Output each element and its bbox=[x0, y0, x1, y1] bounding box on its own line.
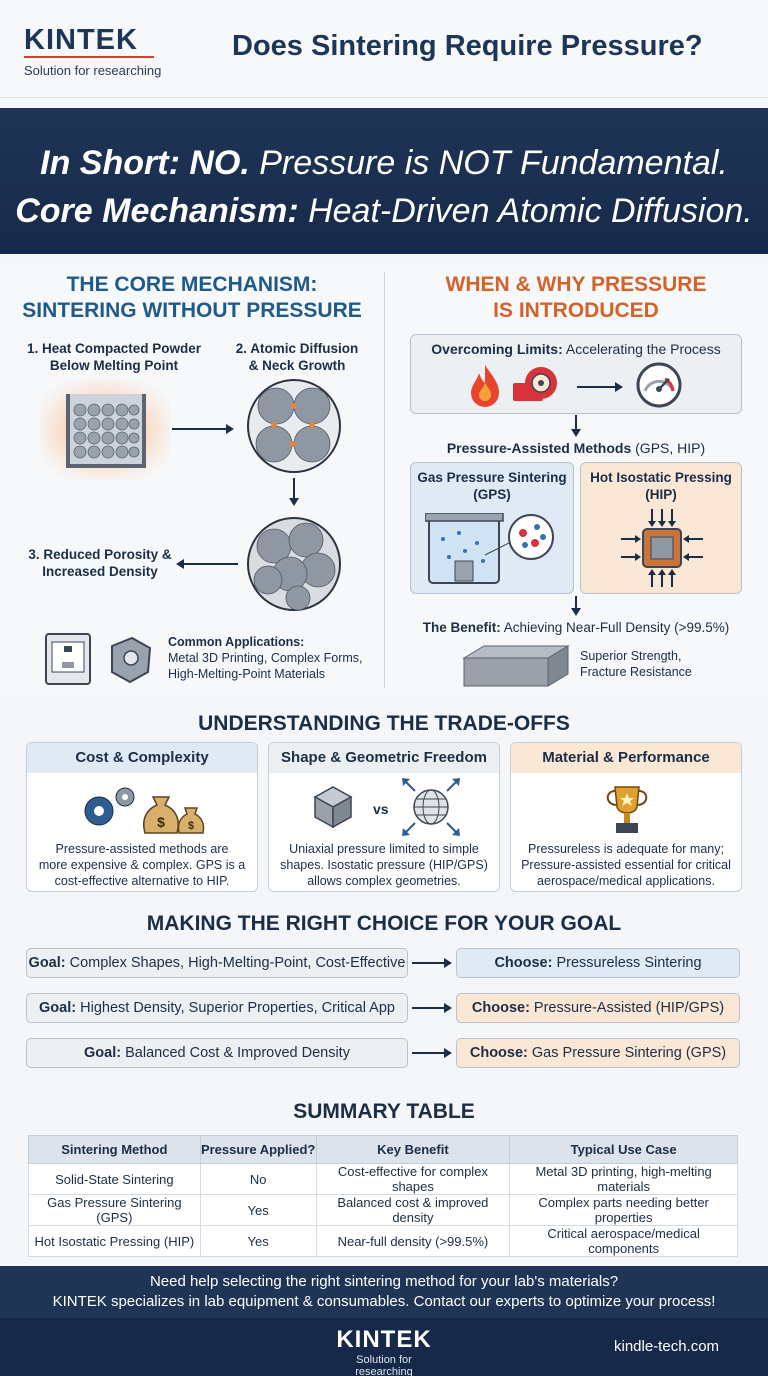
summary-banner bbox=[0, 108, 768, 254]
summary-table bbox=[28, 1135, 738, 1257]
tradeoff-card-title: Shape & Geometric Freedom bbox=[269, 743, 499, 773]
step-2-label: 2. Atomic Diffusion & Neck Growth bbox=[235, 341, 359, 373]
table-header-cell: Key Benefit bbox=[316, 1136, 510, 1164]
gps-card bbox=[410, 462, 574, 594]
complex-part-icon bbox=[102, 632, 158, 686]
table-header-cell: Pressure Applied? bbox=[200, 1136, 316, 1164]
table-cell: Balanced cost & improved density bbox=[316, 1195, 510, 1226]
vs-label: vs bbox=[373, 801, 389, 817]
arrow-step1-to-2 bbox=[172, 428, 232, 430]
flame-icon bbox=[467, 363, 503, 407]
heated-powder-crucible-icon bbox=[40, 380, 170, 480]
table-cell: Yes bbox=[200, 1226, 316, 1257]
tradeoff-card-text: Pressure-assisted methods are more expensive & complex. GPS is a cost-effective alternative to HIP. bbox=[38, 842, 246, 888]
overcoming-limits-box bbox=[410, 334, 742, 414]
table-header-cell: Sintering Method bbox=[29, 1136, 201, 1164]
arrow-methods-to-benefit bbox=[575, 596, 577, 614]
goal-arrow-3 bbox=[412, 1052, 450, 1054]
gps-title: Gas Pressure Sintering (GPS) bbox=[417, 470, 567, 502]
core-mechanism-heading: THE CORE MECHANISM: SINTERING WITHOUT PRESSURE bbox=[22, 273, 362, 322]
hip-title: Hot Isostatic Pressing (HIP) bbox=[590, 470, 732, 502]
arrow-limits-to-methods bbox=[575, 415, 577, 435]
table-row bbox=[29, 1226, 738, 1257]
gps-chamber-icon bbox=[425, 513, 561, 591]
summary-table-title: SUMMARY TABLE bbox=[293, 1100, 475, 1123]
goal-pill-2: Goal: Highest Density, Superior Properties, Critical App bbox=[26, 993, 408, 1023]
footer-website-link[interactable]: kindle-tech.com bbox=[614, 1338, 720, 1355]
choice-title: MAKING THE RIGHT CHOICE FOR YOUR GOAL bbox=[146, 912, 622, 935]
dense-block-icon bbox=[462, 644, 570, 688]
table-cell: Critical aerospace/medical components bbox=[510, 1226, 738, 1257]
logo-wordmark: KINTEK bbox=[24, 24, 138, 56]
trophy-icon bbox=[601, 783, 653, 837]
table-cell: No bbox=[200, 1164, 316, 1195]
banner-line-2: Core Mechanism: Heat-Driven Atomic Diffusion. bbox=[15, 192, 753, 230]
table-row bbox=[29, 1195, 738, 1226]
table-cell: Solid-State Sintering bbox=[29, 1164, 201, 1195]
table-cell: Metal 3D printing, high-melting materials bbox=[510, 1164, 738, 1195]
tradeoff-card-text: Pressureless is adequate for many; Pressure-assisted essential for critical aerospace/medical applications. bbox=[521, 842, 731, 888]
common-applications: Common Applications: Metal 3D Printing, Complex Forms, High-Melting-Point Materials bbox=[168, 635, 363, 681]
goal-pill-3: Goal: Balanced Cost & Improved Density bbox=[26, 1038, 408, 1068]
choice-pill-2: Choose: Pressure-Assisted (HIP/GPS) bbox=[456, 993, 740, 1023]
pressure-gauge-icon bbox=[635, 361, 683, 409]
step-1-label: 1. Heat Compacted Powder Below Melting Point bbox=[26, 341, 202, 373]
goal-pill-1: Goal: Complex Shapes, High-Melting-Point, Cost-Effective bbox=[26, 948, 408, 978]
arrow-step3-back bbox=[178, 563, 238, 565]
limits-arrow bbox=[577, 386, 621, 388]
gears-money-icon bbox=[81, 783, 207, 835]
table-cell: Cost-effective for complex shapes bbox=[316, 1164, 510, 1195]
table-cell: Yes bbox=[200, 1195, 316, 1226]
arrow-step2-to-3 bbox=[293, 478, 295, 504]
table-cell: Complex parts needing better properties bbox=[510, 1195, 738, 1226]
benefit-label: The Benefit: Achieving Near-Full Density (>99.5%) bbox=[422, 620, 730, 635]
banner-line-1: In Short: NO. Pressure is NOT Fundamental. bbox=[40, 144, 728, 182]
table-cell: Near-full density (>99.5%) bbox=[316, 1226, 510, 1257]
pressure-methods-label: Pressure-Assisted Methods (GPS, HIP) bbox=[446, 440, 706, 456]
cta-line-1: Need help selecting the right sintering method for your lab's materials? bbox=[149, 1273, 619, 1290]
header bbox=[0, 0, 768, 98]
footer-logo-wordmark: KINTEK bbox=[336, 1326, 432, 1353]
table-cell: Hot Isostatic Pressing (HIP) bbox=[29, 1226, 201, 1257]
step-3-label: 3. Reduced Porosity & Increased Density bbox=[28, 547, 172, 579]
compressor-icon bbox=[511, 363, 563, 407]
hip-card bbox=[580, 462, 742, 594]
cube-icon bbox=[311, 783, 355, 831]
tradeoff-card-performance bbox=[510, 742, 742, 892]
dense-structure-icon bbox=[246, 516, 342, 612]
table-row bbox=[29, 1164, 738, 1195]
tradeoff-card-title: Cost & Complexity bbox=[27, 743, 257, 773]
footer bbox=[0, 1318, 768, 1376]
call-to-action bbox=[0, 1266, 768, 1318]
tradeoff-card-title: Material & Performance bbox=[511, 743, 741, 773]
benefit-details: Superior Strength, Fracture Resistance bbox=[580, 649, 692, 679]
complex-geometry-globe-icon bbox=[401, 777, 461, 837]
goal-arrow-1 bbox=[412, 962, 450, 964]
pressure-heading: WHEN & WHY PRESSURE IS INTRODUCED bbox=[445, 273, 707, 322]
tradeoff-card-text: Uniaxial pressure limited to simple shapes. Isostatic pressure (HIP/GPS) allows complex geometries. bbox=[280, 842, 488, 888]
kintek-logo[interactable] bbox=[24, 24, 161, 78]
goal-arrow-2 bbox=[412, 1007, 450, 1009]
overcoming-limits-label: Overcoming Limits: Accelerating the Process bbox=[431, 341, 721, 357]
svg-text:$: $ bbox=[157, 814, 165, 830]
cta-line-2: KINTEK specializes in lab equipment & consumables. Contact our experts to optimize your process! bbox=[52, 1293, 716, 1310]
isostatic-pressure-icon bbox=[617, 507, 707, 589]
table-cell: Gas Pressure Sintering (GPS) bbox=[29, 1195, 201, 1226]
svg-text:$: $ bbox=[187, 820, 195, 832]
footer-logo-tagline: Solution for researching bbox=[355, 1354, 413, 1376]
3d-printer-icon bbox=[44, 632, 92, 686]
page-title: Does Sintering Require Pressure? bbox=[232, 30, 703, 62]
table-header-row bbox=[29, 1136, 738, 1164]
tradeoff-card-shape bbox=[268, 742, 500, 892]
choice-pill-1: Choose: Pressureless Sintering bbox=[456, 948, 740, 978]
logo-tagline: Solution for researching bbox=[24, 63, 162, 78]
choice-pill-3: Choose: Gas Pressure Sintering (GPS) bbox=[456, 1038, 740, 1068]
table-header-cell: Typical Use Case bbox=[510, 1136, 738, 1164]
neck-growth-icon bbox=[246, 378, 342, 474]
tradeoffs-title: UNDERSTANDING THE TRADE-OFFS bbox=[198, 712, 570, 735]
tradeoff-card-cost bbox=[26, 742, 258, 892]
footer-logo[interactable] bbox=[326, 1326, 442, 1376]
